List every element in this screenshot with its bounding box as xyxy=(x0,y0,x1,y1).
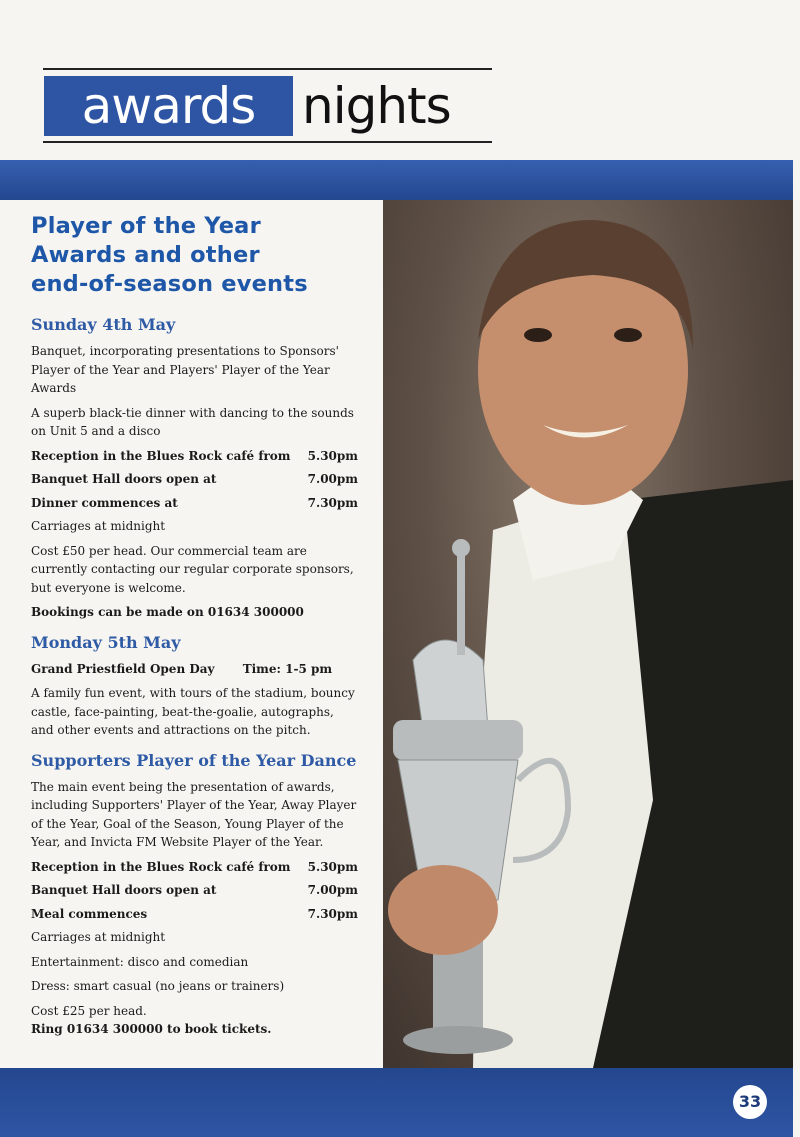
player-illustration xyxy=(383,200,793,1068)
schedule-row xyxy=(31,881,358,900)
schedule-row xyxy=(31,494,358,513)
bottom-blue-band xyxy=(0,1068,793,1137)
header-nights-word: nights xyxy=(302,77,451,135)
section-title-sunday: Sunday 4th May xyxy=(31,315,176,334)
article-title xyxy=(31,212,358,299)
schedule-row xyxy=(31,447,358,466)
dance-description: The main event being the presentation of awards, including Supporters' Player of the Year, Away Player of the Year, Goal of the Season, Young Player of the Year, and Invicta FM Website Player of the Year. xyxy=(31,779,357,849)
schedule-label: Meal commences xyxy=(31,906,148,921)
sunday-intro: Banquet, incorporating presentations to Sponsors' Player of the Year and Players' Player of the Year Awards xyxy=(31,344,339,395)
header-awards-box: awards xyxy=(44,76,293,136)
sunday-note: Carriages at midnight xyxy=(31,519,166,533)
title-line-3: end-of-season events xyxy=(31,271,308,297)
sunday-booking: Bookings can be made on 01634 300000 xyxy=(31,605,304,619)
schedule-label: Reception in the Blues Rock café from xyxy=(31,448,291,463)
dance-booking: Ring 01634 300000 to book tickets. xyxy=(31,1022,272,1036)
dance-note: Cost £25 per head. xyxy=(31,1003,147,1018)
dance-note: Entertainment: disco and comedian xyxy=(31,954,249,969)
section-title-monday: Monday 5th May xyxy=(31,632,181,652)
schedule-row xyxy=(31,470,358,489)
monday-description: A family fun event, with tours of the stadium, bouncy castle, face-painting, beat-the-goalie, autographs, and other events and attractions on the pitch. xyxy=(31,686,355,737)
sunday-note: Cost £50 per head. Our commercial team are currently contacting our regular corporate sponsors, but everyone is welcome. xyxy=(31,543,354,595)
schedule-time: 5.30pm xyxy=(307,448,358,463)
dance-note: Carriages at midnight xyxy=(31,930,166,944)
title-line-1: Player of the Year xyxy=(31,213,261,239)
dance-note: Dress: smart casual (no jeans or trainers) xyxy=(31,979,285,993)
schedule-row xyxy=(31,858,358,877)
sunday-description: A superb black-tie dinner with dancing to the sounds on Unit 5 and a disco xyxy=(31,405,354,438)
section-title-dance: Supporters Player of the Year Dance xyxy=(31,750,357,770)
schedule-time: 5.30pm xyxy=(307,859,358,874)
player-trophy-photo xyxy=(383,200,793,1068)
schedule-label: Reception in the Blues Rock café from xyxy=(31,859,291,874)
top-blue-band xyxy=(0,160,793,200)
schedule-time: 7.00pm xyxy=(307,472,358,486)
schedule-label: Dinner commences at xyxy=(31,495,178,510)
monday-event-line xyxy=(31,660,358,679)
schedule-time: 7.30pm xyxy=(307,495,358,510)
schedule-label: Banquet Hall doors open at xyxy=(31,472,217,486)
monday-event: Grand Priestfield Open Day xyxy=(31,661,215,676)
schedule-label: Banquet Hall doors open at xyxy=(31,883,217,897)
schedule-row xyxy=(31,905,358,924)
article-column xyxy=(31,212,358,1045)
page-number-badge: 33 xyxy=(733,1085,767,1119)
header-bottom-rule xyxy=(43,141,492,143)
schedule-time: 7.00pm xyxy=(307,883,358,897)
title-line-2: Awards and other xyxy=(31,242,260,268)
header-top-rule xyxy=(43,68,492,70)
monday-time: Time: 1-5 pm xyxy=(242,661,333,676)
schedule-time: 7.30pm xyxy=(307,906,358,921)
